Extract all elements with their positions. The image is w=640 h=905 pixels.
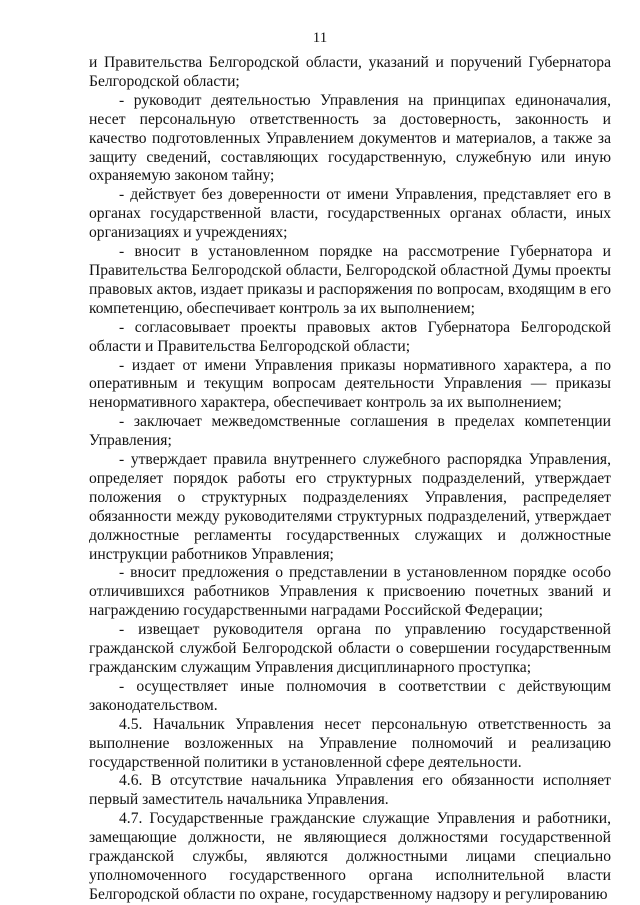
paragraph: - издает от имени Управления приказы нормативного характера, а по оперативным и текущим вопросам деятельности Управления — приказы ненормативного характера, обеспечивает контроль за их выполнением; xyxy=(89,356,611,412)
paragraph: - вносит предложения о представлении в установленном порядке особо отличившихся работников Управления к присвоению почетных званий и награждению государственными наградами Российской Федерации; xyxy=(89,564,611,620)
page-number: 11 xyxy=(312,30,328,46)
section-4-7: 4.7. Государственные гражданские служащие Управления и работники, замещающие должности, не являющиеся должностями государственной гражданской службы, являются должностными лицами специально уполномоченного государственного органа исполнительной власти Белгородской области по охране, государственному надзору и регулированию xyxy=(89,810,611,903)
section-4-5: 4.5. Начальник Управления несет персональную ответственность за выполнение возложенных на Управление полномочий и реализацию государственной политики в установленной сфере деятельности. xyxy=(89,715,611,771)
page-body xyxy=(89,54,611,905)
paragraph: и Правительства Белгородской области, указаний и поручений Губернатора Белгородской области; xyxy=(89,54,611,90)
paragraph: - согласовывает проекты правовых актов Губернатора Белгородской области и Правительства Белгородской области; xyxy=(89,318,611,355)
paragraph: - действует без доверенности от имени Управления, представляет его в органах государственной власти, государственных органах области, иных организациях и учреждениях; xyxy=(89,186,611,242)
paragraph: - вносит в установленном порядке на рассмотрение Губернатора и Правительства Белгородской области, Белгородской областной Думы проекты правовых актов, издает приказы и распоряжения по вопросам, входящим в его компетенцию, обеспечивает контроль за их выполнением; xyxy=(89,243,611,317)
paragraph: - утверждает правила внутреннего служебного распорядка Управления, определяет порядок работы его структурных подразделений, утверждает положения о структурных подразделениях Управления, распределяет обязанности между руководителями структурных подразделений, утверждает должностные регламенты государственных служащих и должностные инструкции работников Управления; xyxy=(89,451,611,563)
paragraph: - извещает руководителя органа по управлению государственной гражданской службой Белгородской области о совершении государственным гражданским служащим Управления дисциплинарного проступка; xyxy=(89,621,611,676)
paragraph: - заключает межведомственные соглашения в пределах компетенции Управления; xyxy=(89,413,611,450)
section-4-6: 4.6. В отсутствие начальника Управления его обязанности исполняет первый заместитель начальника Управления. xyxy=(89,772,611,809)
paragraph: - руководит деятельностью Управления на принципах единоначалия, несет персональную ответственность за достоверность, законность и качество подготовленных Управлением документов и материалов, а также за защиту сведений, составляющих государственную, служебную или иную охраняемую законом тайну; xyxy=(89,91,611,185)
paragraph: - осуществляет иные полномочия в соответствии с действующим законодательством. xyxy=(89,677,611,714)
